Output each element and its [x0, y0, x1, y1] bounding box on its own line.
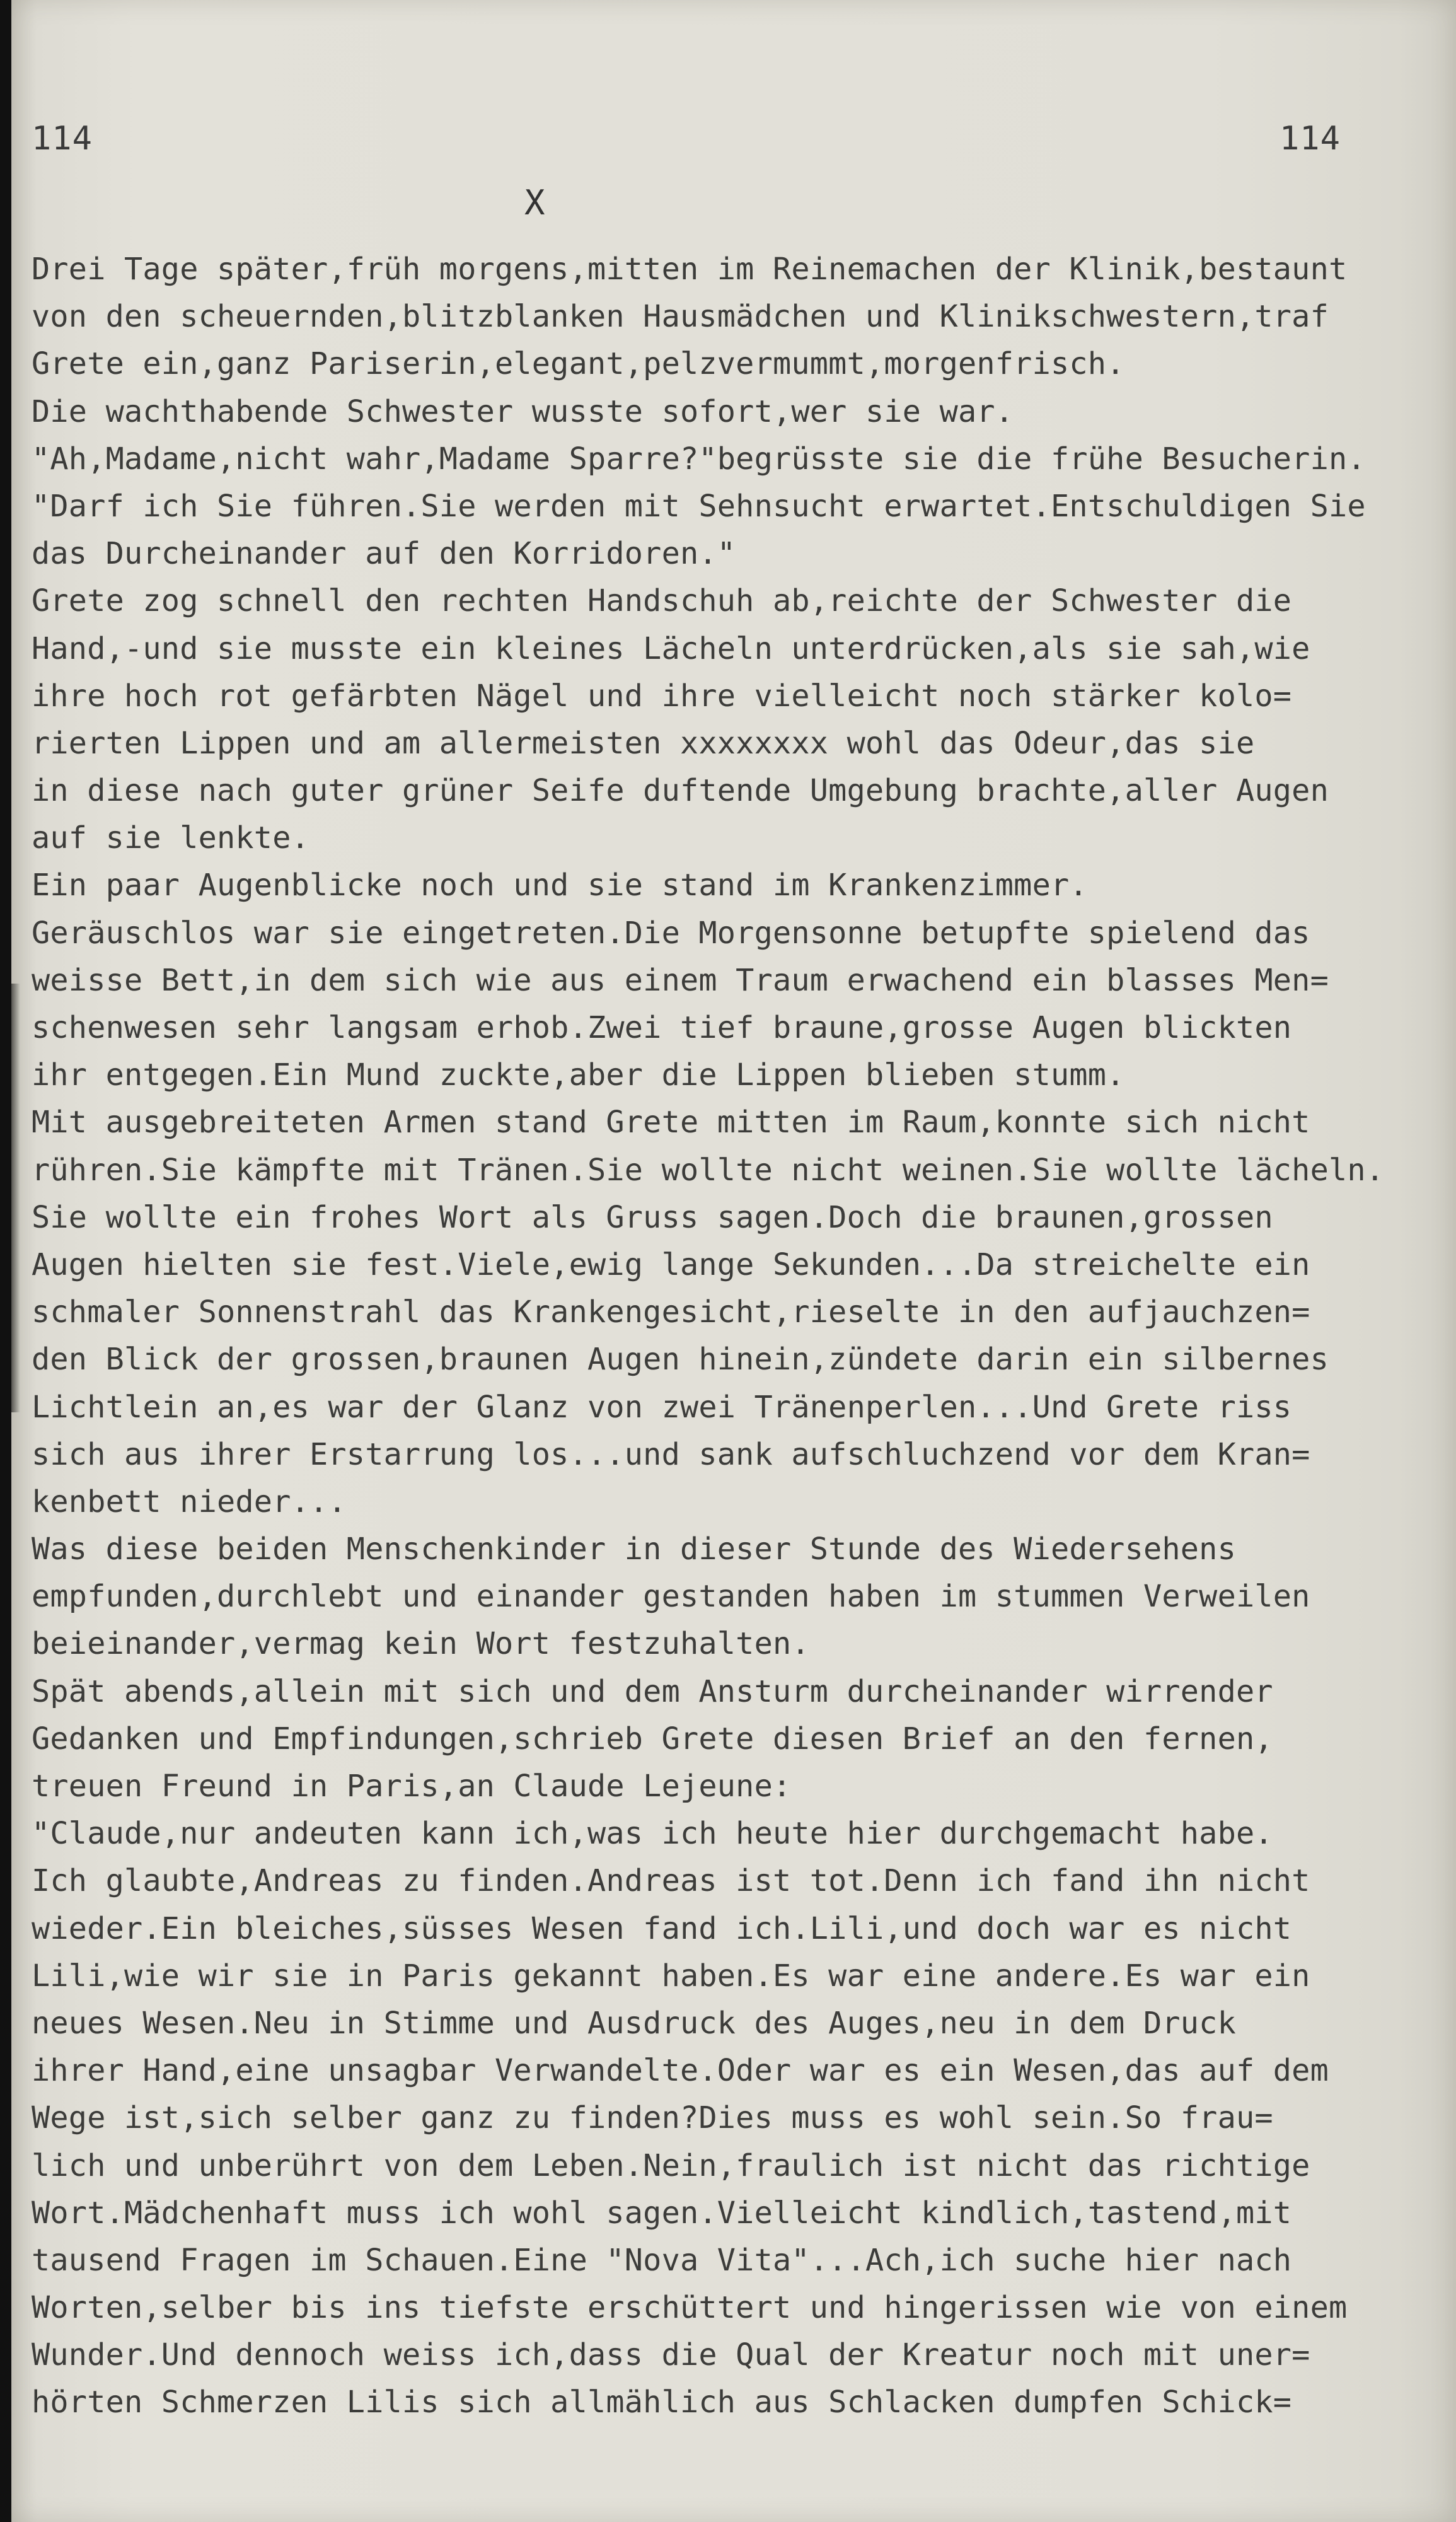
text-line: Worten,selber bis ins tiefste erschüttert und hingerissen wie von einem: [32, 2290, 1348, 2326]
text-line: Grete zog schnell den rechten Handschuh ab,reichte der Schwester die: [32, 583, 1292, 619]
text-line: ihre hoch rot gefärbten Nägel und ihre vielleicht noch stärker kolo=: [32, 678, 1292, 714]
text-line: in diese nach guter grüner Seife duftende Umgebung brachte,aller Augen: [32, 773, 1329, 809]
text-line: hörten Schmerzen Lilis sich allmählich aus Schlacken dumpfen Schick=: [32, 2385, 1292, 2420]
text-line: beieinander,vermag kein Wort festzuhalten.: [32, 1626, 810, 1662]
scan-left-edge: [0, 0, 11, 2522]
text-line: Wort.Mädchenhaft muss ich wohl sagen.Vielleicht kindlich,tastend,mit: [32, 2195, 1292, 2231]
text-line: "Ah,Madame,nicht wahr,Madame Sparre?"begrüsste sie die frühe Besucherin.: [32, 441, 1366, 477]
text-line: rierten Lippen und am allermeisten xxxxxxxx wohl das Odeur,das sie: [32, 725, 1255, 761]
text-line: wieder.Ein bleiches,süsses Wesen fand ich.Lili,und doch war es nicht: [32, 1910, 1292, 1946]
text-line: Was diese beiden Menschenkinder in dieser Stunde des Wiedersehens: [32, 1531, 1236, 1567]
text-line: rühren.Sie kämpfte mit Tränen.Sie wollte nicht weinen.Sie wollte lächeln.: [32, 1152, 1385, 1188]
text-line: neues Wesen.Neu in Stimme und Ausdruck des Auges,neu in dem Druck: [32, 2005, 1236, 2041]
text-line: weisse Bett,in dem sich wie aus einem Traum erwachend ein blasses Men=: [32, 962, 1329, 998]
text-line: Sie wollte ein frohes Wort als Gruss sagen.Doch die braunen,grossen: [32, 1199, 1273, 1235]
text-line: den Blick der grossen,braunen Augen hinein,zündete darin ein silbernes: [32, 1342, 1329, 1378]
text-line: tausend Fragen im Schauen.Eine "Nova Vita"...Ach,ich suche hier nach: [32, 2242, 1292, 2278]
text-line: Wege ist,sich selber ganz zu finden?Dies muss es wohl sein.So frau=: [32, 2100, 1273, 2136]
body-text: [32, 246, 1437, 2427]
text-line: Die wachthabende Schwester wusste sofort,wer sie war.: [32, 393, 1014, 429]
text-line: Ich glaubte,Andreas zu finden.Andreas ist tot.Denn ich fand ihn nicht: [32, 1863, 1310, 1899]
page-number-left: 114: [32, 120, 93, 158]
text-line: Augen hielten sie fest.Viele,ewig lange Sekunden...Da streichelte ein: [32, 1246, 1310, 1282]
text-line: auf sie lenkte.: [32, 820, 309, 856]
text-line: Geräuschlos war sie eingetreten.Die Morgensonne betupfte spielend das: [32, 915, 1310, 951]
text-line: Ein paar Augenblicke noch und sie stand im Krankenzimmer.: [32, 868, 1088, 904]
text-line: ihrer Hand,eine unsagbar Verwandelte.Oder war es ein Wesen,das auf dem: [32, 2053, 1329, 2089]
text-line: schenwesen sehr langsam erhob.Zwei tief braune,grosse Augen blickten: [32, 1010, 1292, 1045]
chapter-heading: X: [524, 183, 545, 223]
text-line: Drei Tage später,früh morgens,mitten im Reinemachen der Klinik,bestaunt: [32, 252, 1348, 287]
text-line: kenbett nieder...: [32, 1484, 347, 1520]
binding-shadow: [11, 984, 20, 1412]
text-line: "Claude,nur andeuten kann ich,was ich heute hier durchgemacht habe.: [32, 1816, 1273, 1852]
text-line: "Darf ich Sie führen.Sie werden mit Sehnsucht erwartet.Entschuldigen Sie: [32, 488, 1366, 524]
text-line: empfunden,durchlebt und einander gestanden haben im stummen Verweilen: [32, 1579, 1310, 1615]
text-line: Hand,-und sie musste ein kleines Lächeln unterdrücken,als sie sah,wie: [32, 630, 1310, 666]
text-line: Wunder.Und dennoch weiss ich,dass die Qual der Kreatur noch mit uner=: [32, 2337, 1310, 2373]
text-line: sich aus ihrer Erstarrung los...und sank aufschluchzend vor dem Kran=: [32, 1436, 1310, 1472]
text-line: Gedanken und Empfindungen,schrieb Grete diesen Brief an den fernen,: [32, 1721, 1273, 1757]
text-line: schmaler Sonnenstrahl das Krankengesicht,rieselte in den aufjauchzen=: [32, 1294, 1310, 1330]
text-line: Lili,wie wir sie in Paris gekannt haben.Es war eine andere.Es war ein: [32, 1958, 1310, 1994]
text-line: treuen Freund in Paris,an Claude Lejeune:: [32, 1769, 792, 1804]
text-line: von den scheuernden,blitzblanken Hausmädchen und Klinikschwestern,traf: [32, 299, 1329, 335]
text-line: lich und unberührt von dem Leben.Nein,fraulich ist nicht das richtige: [32, 2147, 1310, 2183]
page-number-right: 114: [1280, 120, 1341, 158]
text-line: Grete ein,ganz Pariserin,elegant,pelzvermummt,morgenfrisch.: [32, 346, 1125, 382]
text-line: das Durcheinander auf den Korridoren.": [32, 536, 736, 572]
text-line: Mit ausgebreiteten Armen stand Grete mitten im Raum,konnte sich nicht: [32, 1105, 1310, 1141]
text-line: Spät abends,allein mit sich und dem Ansturm durcheinander wirrender: [32, 1673, 1273, 1709]
text-line: Lichtlein an,es war der Glanz von zwei Tränenperlen...Und Grete riss: [32, 1389, 1292, 1425]
text-line: ihr entgegen.Ein Mund zuckte,aber die Lippen blieben stumm.: [32, 1057, 1125, 1093]
